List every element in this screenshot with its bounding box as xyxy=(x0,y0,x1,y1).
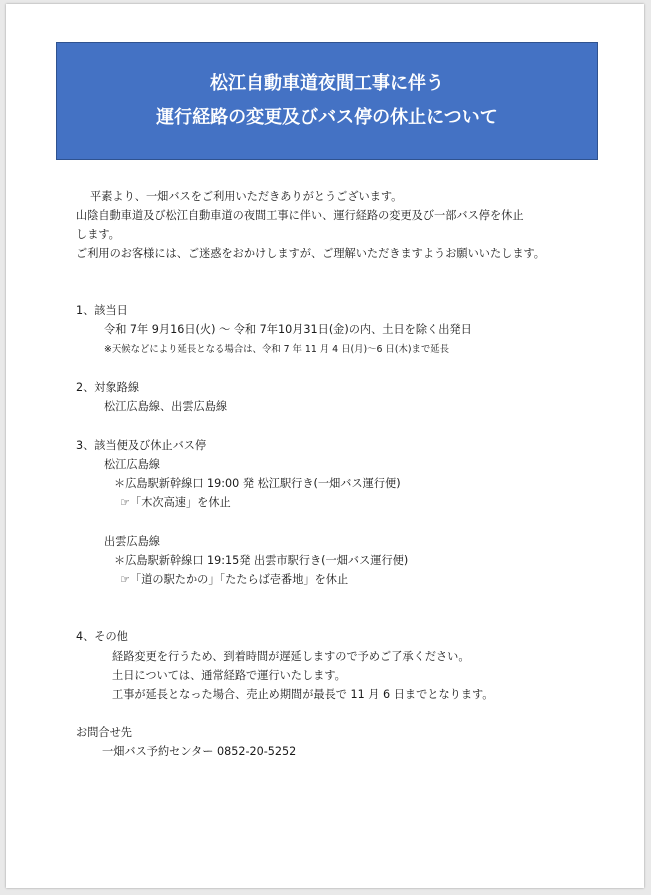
notice-body xyxy=(6,4,644,888)
intro-line-2: 山陰自動車道及び松江自動車道の夜間工事に伴い、運行経路の変更及び一部バス停を休止 xyxy=(76,209,524,222)
title-line-2: 運行経路の変更及びバス停の休止について xyxy=(156,107,498,128)
contact-heading: お問合せ先 xyxy=(76,726,132,739)
other-line-3: 工事が延長となった場合、売止め期間が最長で 11 月 6 日までとなります。 xyxy=(112,688,494,701)
route-1-name: 松江広島線 xyxy=(104,458,160,471)
intro-line-4: ご利用のお客様には、ご迷惑をおかけしますが、ご理解いただきますようお願いいたします。 xyxy=(76,247,545,260)
intro-line-1: 平素より、一畑バスをご利用いただきありがとうございます。 xyxy=(90,190,403,203)
route-1-closure: ☞「木次高速」を休止 xyxy=(120,496,231,509)
other-line-2: 土日については、通常経路で運行いたします。 xyxy=(112,669,346,682)
title-line-1: 松江自動車道夜間工事に伴う xyxy=(210,73,444,94)
document-page xyxy=(6,4,644,888)
section-4-heading: 4、その他 xyxy=(76,630,128,643)
section-1-heading: 1、該当日 xyxy=(76,304,128,317)
target-routes: 松江広島線、出雲広島線 xyxy=(104,400,228,413)
extension-note: ※天候などにより延長となる場合は、令和 7 年 11 月 4 日(月)～6 日(木)まで延長 xyxy=(104,344,450,355)
route-2-name: 出雲広島線 xyxy=(104,535,160,548)
intro-line-3: します。 xyxy=(76,228,120,241)
contact-center: 一畑バス予約センター 0852-20-5252 xyxy=(102,745,297,758)
route-2-trip: ＊広島駅新幹線口 19:15発 出雲市駅行き(一畑バス運行便) xyxy=(114,554,409,567)
section-3-heading: 3、該当便及び休止バス停 xyxy=(76,439,207,452)
other-line-1: 経路変更を行うため、到着時間が遅延しますので予めご了承ください。 xyxy=(112,650,470,663)
applicable-dates: 令和 7年 9月16日(火) ～ 令和 7年10月31日(金)の内、土日を除く出発日 xyxy=(104,323,472,336)
route-1-trip: ＊広島駅新幹線口 19:00 発 松江駅行き(一畑バス運行便) xyxy=(114,477,401,490)
route-2-closure: ☞「道の駅たかの」「たたらば壱番地」を休止 xyxy=(120,573,349,586)
section-2-heading: 2、対象路線 xyxy=(76,381,140,394)
